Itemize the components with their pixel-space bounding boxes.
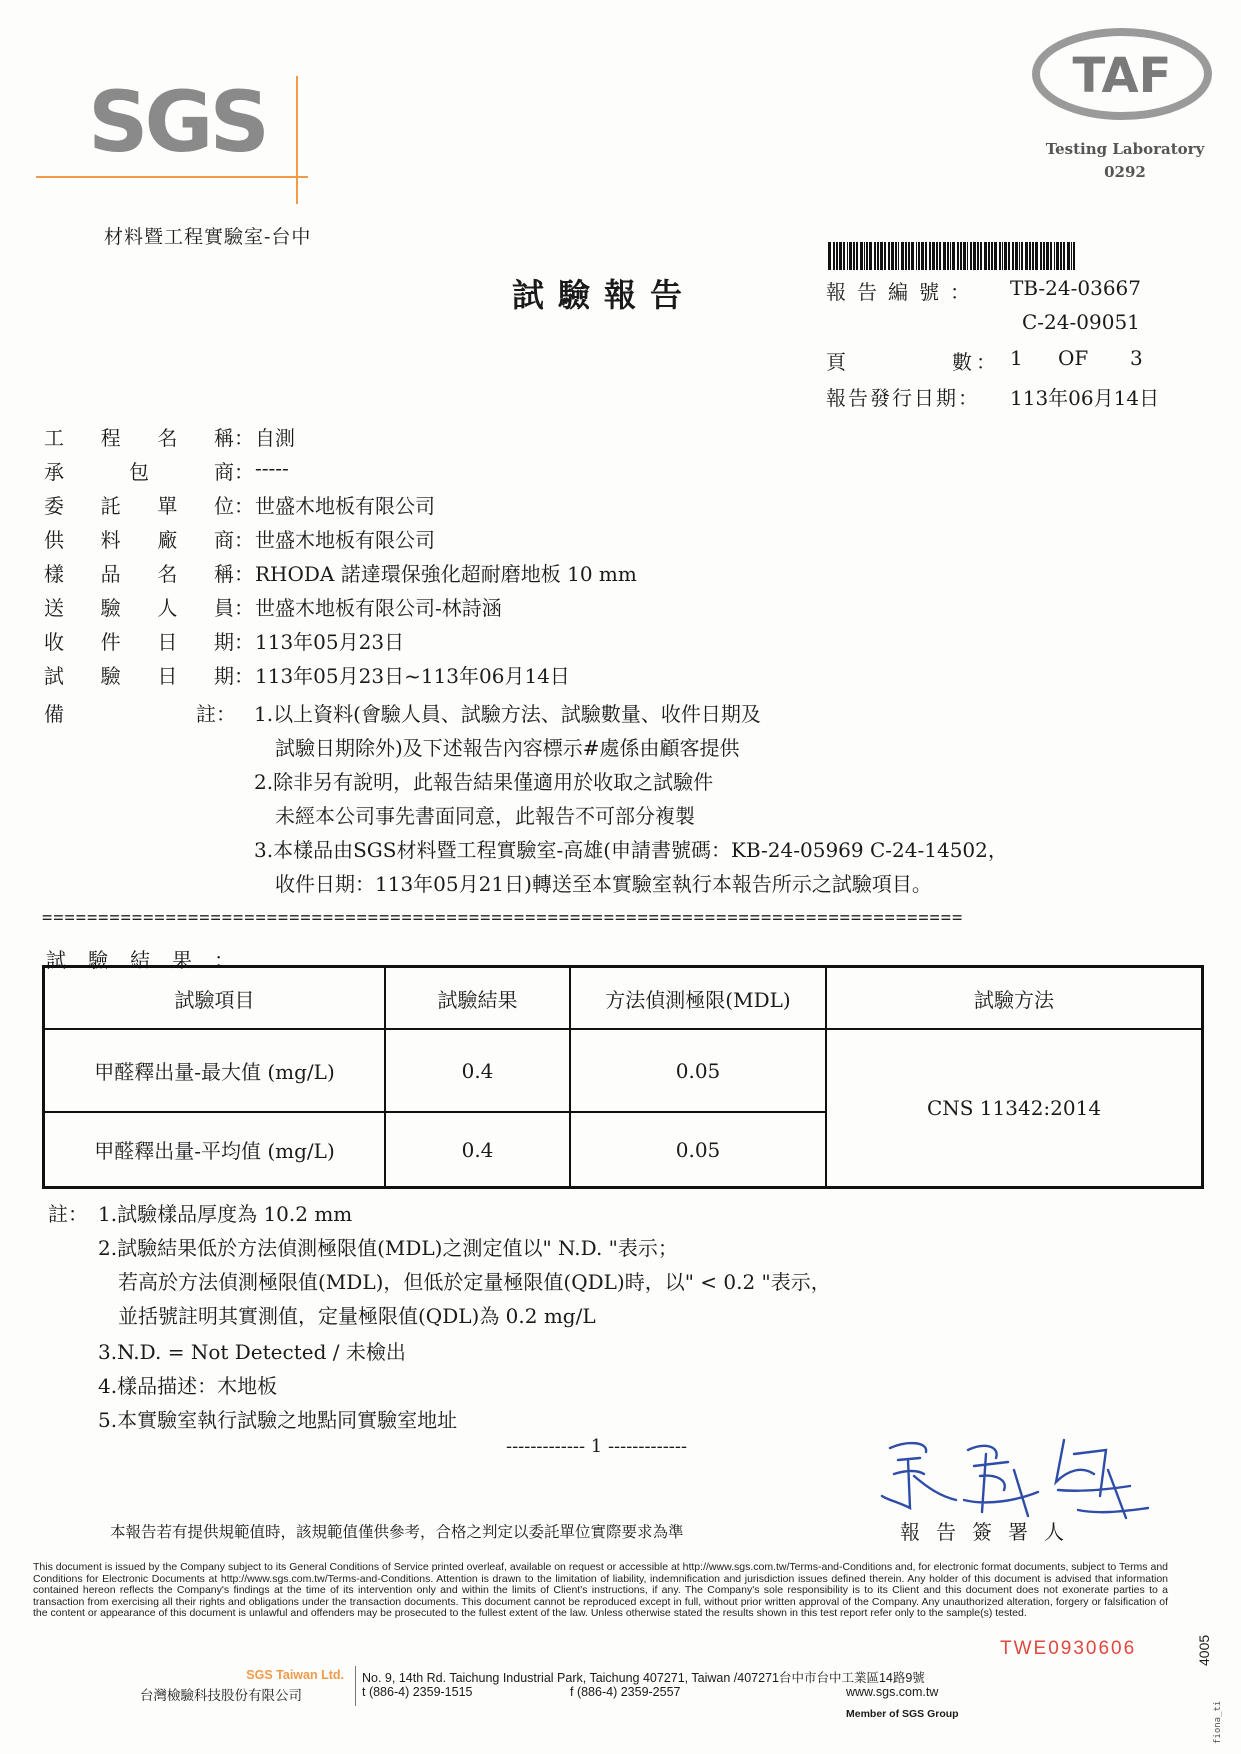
barcode-bar (828, 242, 831, 270)
barcode-bar (874, 242, 876, 270)
header-test-item: 試驗項目 (174, 987, 255, 1012)
barcode-bar (943, 242, 946, 270)
issue-date: 113年06月14日 (1010, 386, 1160, 410)
barcode-bar (864, 242, 865, 270)
barcode-bar (860, 242, 863, 270)
info-label-char: 廠 (157, 528, 178, 552)
barcode-bar (1019, 242, 1020, 270)
signatory-label: 報告簽署人 (900, 1520, 1080, 1544)
info-label-char: 試 (44, 664, 64, 688)
barcode-bar (901, 242, 904, 270)
info-label-char: 名 (157, 562, 178, 586)
info-label-char: 驗 (100, 596, 121, 620)
test-method: CNS 11342:2014 (926, 1096, 1102, 1120)
results-heading: 試驗結果： (46, 948, 256, 972)
company-fax: f (886-4) 2359-2557 (570, 1685, 681, 1699)
remark-line: 2.除非另有說明，此報告結果僅適用於收取之試驗件 (254, 770, 714, 794)
remarks-label-2: 註： (196, 702, 236, 726)
barcode-bar (847, 242, 848, 270)
results-table (42, 965, 1204, 1189)
barcode-bar (1040, 242, 1042, 270)
footer-disclaimer: This document is issued by the Company subject to its General Conditions of Service printed overleaf, available on request or accessible at http://www.sgs.com.tw/Terms-and-Conditions and, for electronic format documents, subject to Terms and Conditions for Electronic Documents at http://www.sgs.com.tw/Terms-and-Conditions. Attention is drawn to the limitation of liability, indemnification and jurisdiction issues defined therein. Any holder of this document is advised that information contained hereon reflects the Company's findings at the time of its intervention only and within the limits of Client's instructions, if any. The Company's sole responsibility is to its Client and this document does not exonerate parties to a transaction from exercising all their rights and obligations under the transaction documents. This document cannot be reproduced except in full, without prior written approval of the Company. Any unauthorized alteration, forgery or falsification of the content or appearance of this document is unlawful and offenders may be prosecuted to the fullest extent of the law. Unless otherwise stated the results shown in this test report refer only to the sample(s) tested. (33, 1561, 1168, 1620)
barcode-bar (1050, 242, 1052, 270)
header-test-result: 試驗結果 (437, 987, 518, 1012)
row-1-mdl: 0.05 (675, 1058, 721, 1083)
barcode (828, 242, 1078, 270)
barcode-bar (950, 242, 951, 270)
info-label-char: 工 (44, 426, 64, 450)
barcode-bar (1032, 242, 1034, 270)
row-2-mdl: 0.05 (675, 1137, 721, 1162)
info-label (44, 558, 254, 587)
company-name-en: SGS Taiwan Ltd. (246, 1668, 344, 1682)
barcode-bar (1046, 242, 1049, 270)
footer-divider (355, 1666, 356, 1706)
barcode-bar (833, 242, 835, 270)
row-2-item: 甲醛釋出量-平均值 (mg/L) (94, 1139, 335, 1163)
info-value: 世盛木地板有限公司 (255, 494, 435, 518)
member-of-sgs: Member of SGS Group (846, 1708, 959, 1720)
report-number-label: 報告編號： (826, 280, 981, 304)
barcode-bar (1002, 242, 1003, 270)
note-line: 1.試驗樣品厚度為 10.2 mm (98, 1202, 353, 1226)
page-number: 1 (1010, 346, 1023, 370)
company-name-zh: 台灣檢驗科技股份有限公司 (140, 1688, 302, 1704)
barcode-bar (905, 242, 907, 270)
barcode-bar (1025, 242, 1028, 270)
side-name: fiona_ti (1213, 1700, 1223, 1744)
lab-name: 材料暨工程實驗室-台中 (104, 226, 312, 248)
barcode-bar (866, 242, 868, 270)
info-label-char: 承 (44, 460, 64, 484)
barcode-bar (884, 242, 886, 270)
standard-note: 本報告若有提供規範值時，該規範值僅供參考，合格之判定以委託單位實際要求為準 (110, 1523, 684, 1541)
info-label-char: 供 (44, 528, 64, 552)
info-label-char: 送 (44, 596, 64, 620)
remark-line: 收件日期：113年05月21日)轉送至本實驗室執行本報告所示之試驗項目。 (275, 872, 932, 896)
serial-number: TWE0930606 (1000, 1638, 1137, 1659)
info-value: 自測 (255, 426, 295, 450)
company-tel: t (886-4) 2359-1515 (362, 1685, 473, 1699)
notes-label: 註： (48, 1202, 88, 1226)
barcode-bar (939, 242, 941, 270)
barcode-bar (1056, 242, 1059, 270)
barcode-bar (918, 242, 920, 270)
info-value: 113年05月23日 (255, 630, 405, 654)
report-number-2: C-24-09051 (1022, 310, 1140, 334)
note-line: 2.試驗結果低於方法偵測極限值(MDL)之測定值以" N.D. "表示； (98, 1236, 678, 1260)
remark-line: 3.本樣品由SGS材料暨工程實驗室-高雄(申請書號碼：KB-24-05969 C-24-14502， (254, 838, 1008, 862)
barcode-bar (891, 242, 894, 270)
barcode-bar (856, 242, 858, 270)
info-label-char: 日 (157, 630, 178, 654)
info-label-char: 料 (100, 528, 121, 552)
barcode-bar (880, 242, 883, 270)
info-label-char: 件 (100, 630, 121, 654)
taf-logo (1032, 26, 1212, 122)
barcode-bar (1054, 242, 1055, 270)
info-label (44, 592, 254, 621)
report-number-1: TB-24-03667 (1010, 276, 1141, 300)
taf-logo-text: TAF (1072, 48, 1172, 104)
barcode-bar (1073, 242, 1075, 270)
info-label (44, 626, 254, 655)
barcode-bar (960, 242, 962, 270)
document-title: 試驗報告 (512, 276, 697, 314)
barcode-bar (988, 242, 990, 270)
info-label (44, 456, 254, 485)
signature-image (868, 1430, 1168, 1530)
info-label (44, 524, 254, 553)
barcode-bar (1043, 242, 1045, 270)
info-value: 世盛木地板有限公司-林詩涵 (255, 596, 502, 620)
barcode-bar (1008, 242, 1010, 270)
barcode-bar (895, 242, 897, 270)
info-label-char: 員： (213, 596, 254, 620)
info-value: 世盛木地板有限公司 (255, 528, 435, 552)
barcode-bar (836, 242, 838, 270)
barcode-bar (1029, 242, 1031, 270)
barcode-bar (1035, 242, 1038, 270)
barcode-bar (1060, 242, 1062, 270)
info-label-char: 稱： (213, 426, 254, 450)
barcode-bar (1012, 242, 1014, 270)
barcode-bar (1067, 242, 1070, 270)
header-test-method: 試驗方法 (974, 987, 1054, 1012)
issue-date-label: 報告發行日期： (826, 386, 980, 410)
barcode-bar (994, 242, 997, 270)
barcode-bar (921, 242, 924, 270)
page-marker: ------------- 1 ------------- (506, 1436, 688, 1457)
remarks-label-1: 備 (44, 702, 64, 726)
barcode-bar (916, 242, 917, 270)
barcode-bar (991, 242, 993, 270)
barcode-bar (888, 242, 890, 270)
barcode-bar (936, 242, 938, 270)
barcode-bar (967, 242, 968, 270)
info-label-char: 日 (157, 664, 178, 688)
info-label-char: 單 (157, 494, 178, 518)
info-label-char: 程 (100, 426, 121, 450)
remark-line: 試驗日期除外)及下述報告內容標示#處係由顧客提供 (275, 736, 740, 760)
taf-caption: Testing Laboratory (1045, 140, 1205, 158)
info-label-char: 商： (214, 460, 254, 484)
pages-label-2: 數： (952, 350, 1000, 374)
barcode-bar (843, 242, 845, 270)
note-line: 並括號註明其實測值，定量極限值(QDL)為 0.2 mg/L (118, 1304, 596, 1328)
info-label-char: 名 (157, 426, 178, 450)
info-label-char: 商： (213, 528, 254, 552)
info-value: 113年05月23日~113年06月14日 (255, 664, 570, 688)
info-label (44, 422, 254, 451)
barcode-bar (1021, 242, 1023, 270)
info-label-char: 委 (44, 494, 64, 518)
info-value: RHODA 諾達環保強化超耐磨地板 10 mm (255, 562, 637, 586)
taf-number: 0292 (1104, 163, 1146, 181)
sgs-logo (36, 68, 308, 203)
barcode-bar (963, 242, 966, 270)
barcode-bar (1015, 242, 1018, 270)
row-1-item: 甲醛釋出量-最大值 (mg/L) (94, 1060, 335, 1084)
header-mdl: 方法偵測極限(MDL) (605, 987, 791, 1012)
page-of: OF (1058, 346, 1089, 370)
separator-line: ================================================================================== (42, 908, 964, 928)
barcode-bar (853, 242, 855, 270)
info-label-char: 收 (44, 630, 64, 654)
note-line: 4.樣品描述：木地板 (98, 1374, 278, 1398)
note-line: 若高於方法偵測極限值(MDL)，但低於定量極限值(QDL)時，以" < 0.2 "表示， (118, 1270, 831, 1294)
barcode-bar (970, 242, 972, 270)
info-label-char: 位： (213, 494, 254, 518)
barcode-bar (869, 242, 872, 270)
barcode-bar (999, 242, 1001, 270)
logo-orange-vertical (296, 76, 298, 204)
info-label-char: 驗 (100, 664, 121, 688)
barcode-bar (849, 242, 852, 270)
barcode-bar (932, 242, 935, 270)
logo-orange-rule (36, 176, 308, 178)
side-code: 4005 (1196, 1634, 1212, 1666)
info-value: ----- (255, 456, 289, 480)
info-label-char: 稱： (213, 562, 254, 586)
barcode-bar (952, 242, 955, 270)
pages-label-1: 頁 (826, 350, 846, 374)
barcode-bar (1004, 242, 1007, 270)
barcode-bar (925, 242, 927, 270)
info-label (44, 490, 254, 519)
barcode-bar (984, 242, 987, 270)
remark-line: 未經本公司事先書面同意，此報告不可部分複製 (275, 804, 695, 828)
barcode-bar (980, 242, 982, 270)
row-2-result: 0.4 (461, 1137, 494, 1162)
barcode-bar (839, 242, 842, 270)
info-label-char: 樣 (44, 562, 64, 586)
row-1-result: 0.4 (461, 1058, 494, 1083)
info-label (44, 660, 254, 689)
info-label-char: 品 (100, 562, 121, 586)
barcode-bar (947, 242, 949, 270)
barcode-bar (1063, 242, 1065, 270)
note-line: 3.N.D. = Not Detected / 未檢出 (98, 1340, 406, 1364)
barcode-bar (929, 242, 931, 270)
info-label-char: 期： (213, 630, 254, 654)
company-address: No. 9, 14th Rd. Taichung Industrial Park, Taichung 407271, Taiwan /407271台中市台中工業區14路9號 (362, 1671, 925, 1685)
page-total: 3 (1130, 346, 1143, 370)
barcode-bar (1071, 242, 1072, 270)
company-website: www.sgs.com.tw (846, 1685, 939, 1699)
barcode-bar (957, 242, 959, 270)
barcode-bar (877, 242, 879, 270)
barcode-bar (908, 242, 910, 270)
barcode-bar (973, 242, 976, 270)
note-line: 5.本實驗室執行試驗之地點同實驗室地址 (98, 1408, 458, 1432)
remark-line: 1.以上資料(會驗人員、試驗方法、試驗數量、收件日期及 (254, 702, 761, 726)
info-label-char: 期： (213, 664, 254, 688)
info-label-char: 包 (129, 460, 149, 484)
barcode-bar (898, 242, 899, 270)
sgs-logo-text: SGS (88, 73, 266, 171)
info-label-char: 託 (100, 494, 121, 518)
signature-text: 謝麗娟 (868, 1430, 871, 1431)
barcode-bar (977, 242, 979, 270)
info-label-char: 人 (157, 596, 178, 620)
barcode-bar (911, 242, 914, 270)
